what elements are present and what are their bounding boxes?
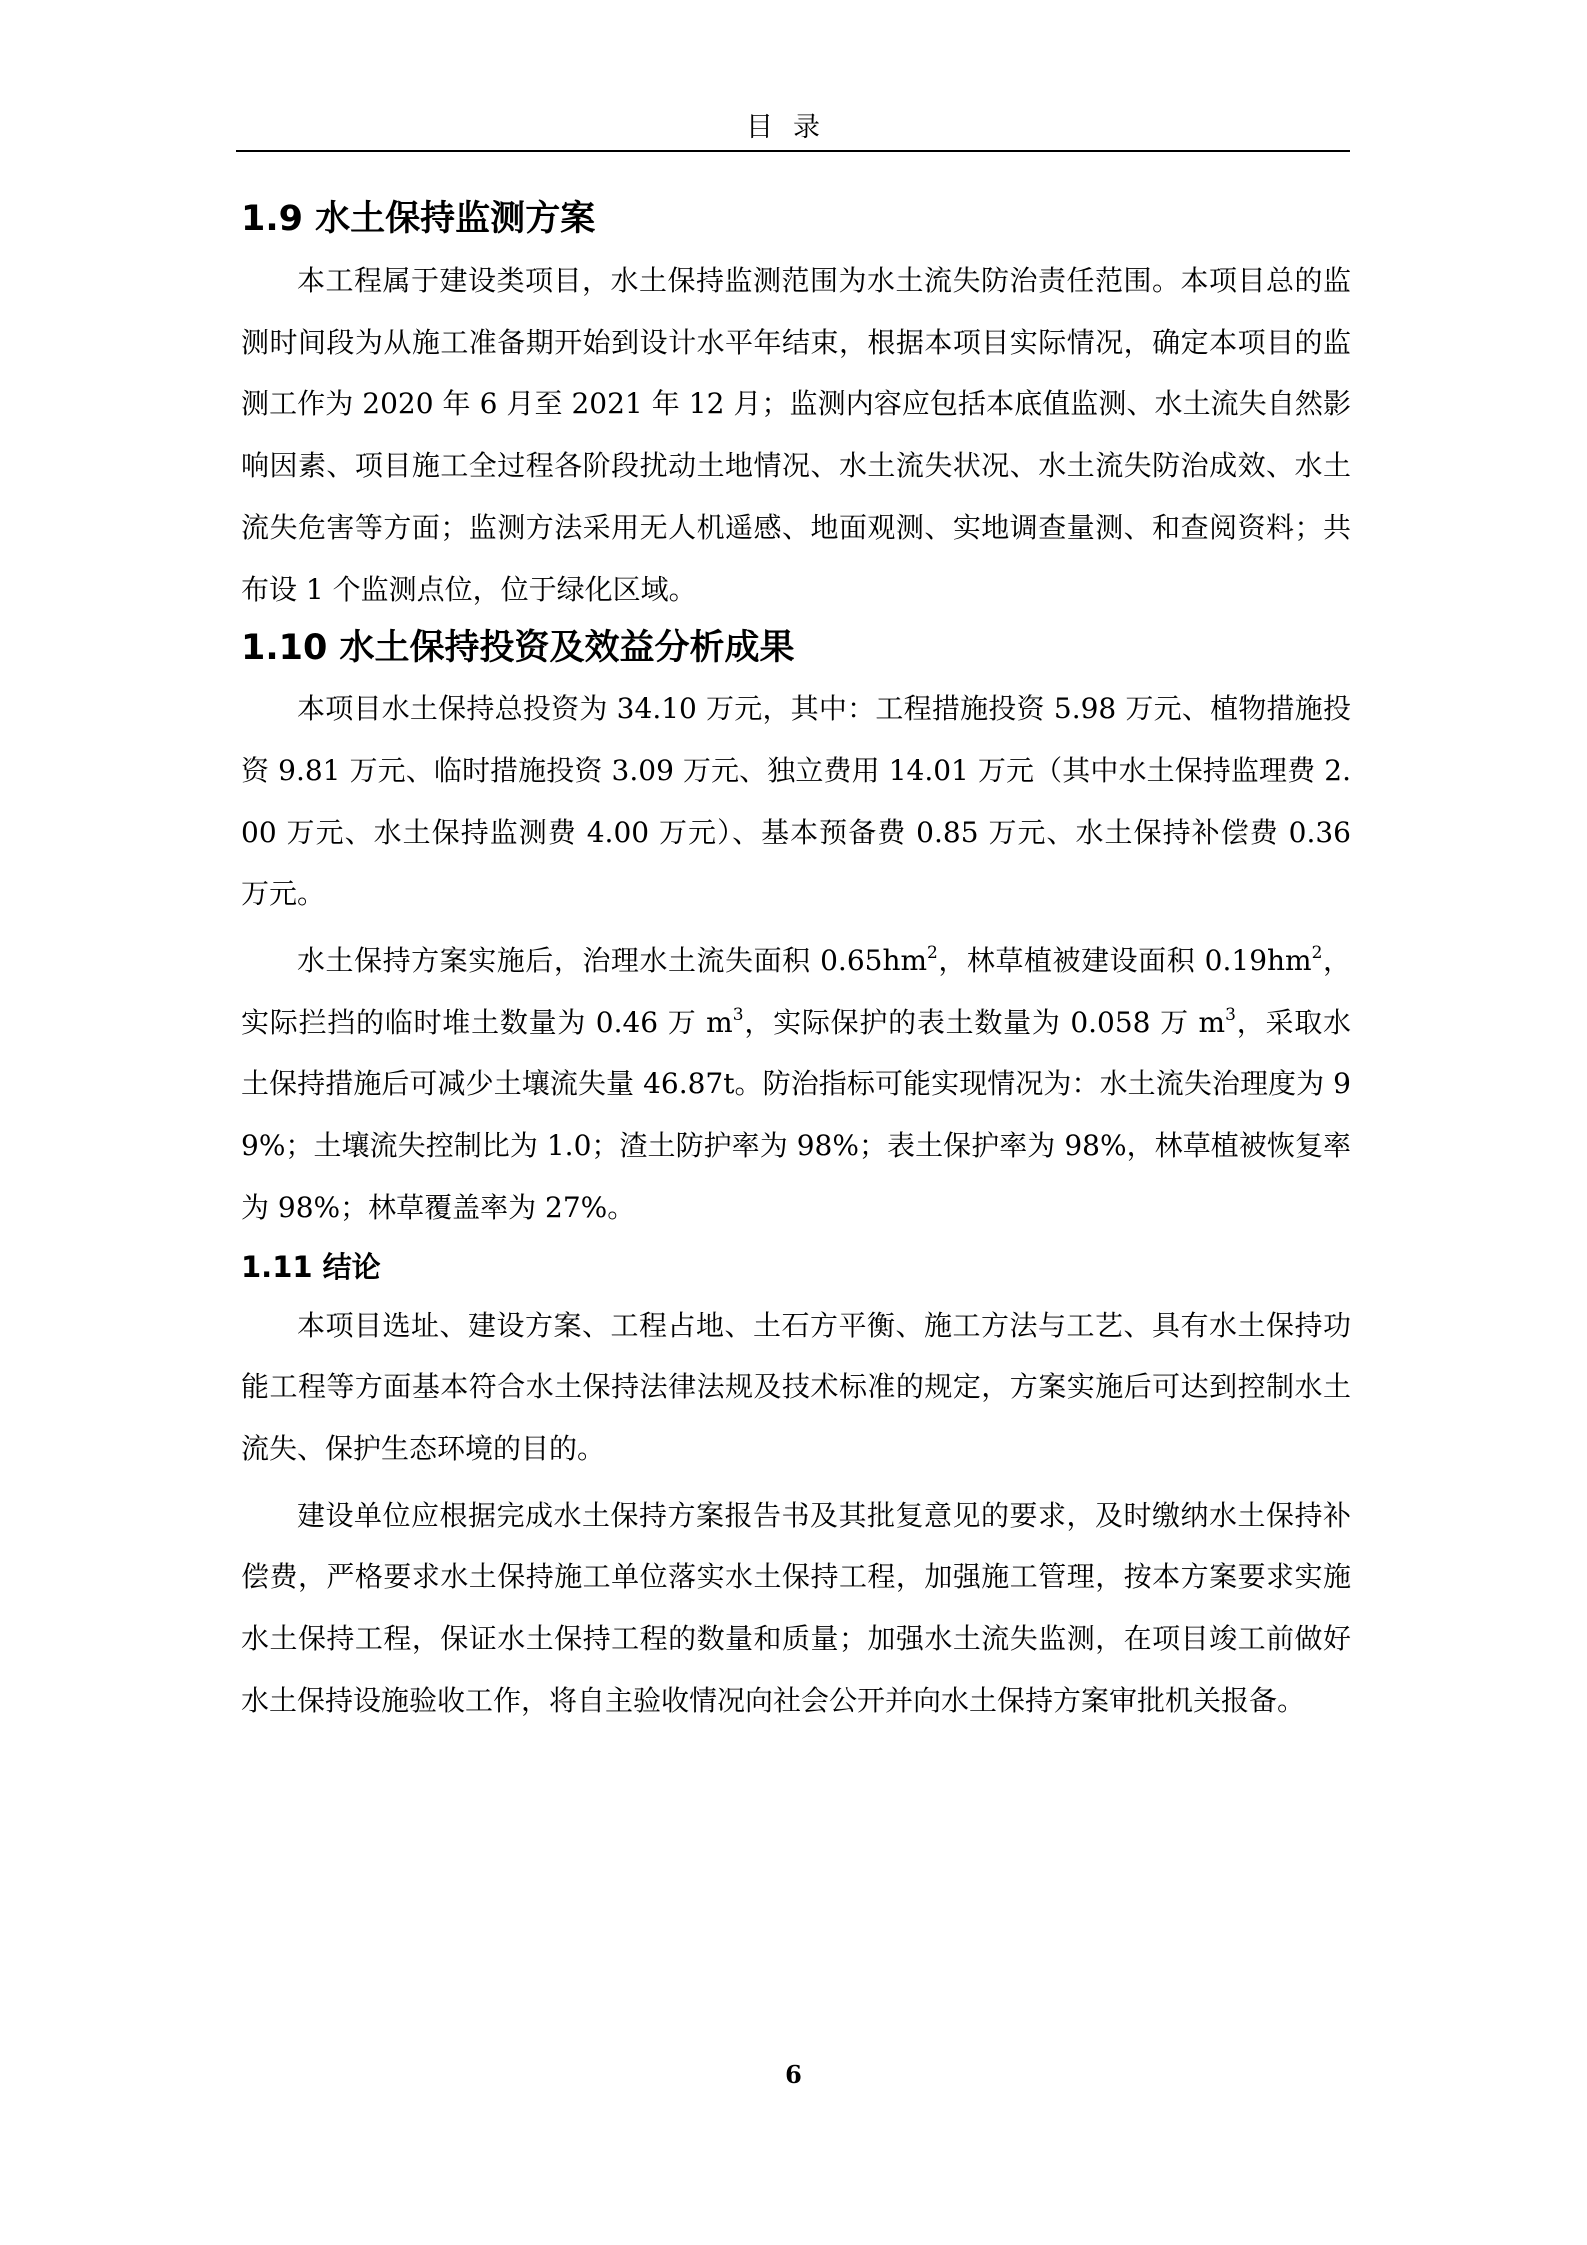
section-1-11-paragraph-conclusion: 本项目选址、建设方案、工程占地、土石方平衡、施工方法与工艺、具有水土保持功能工程等方面基本符合水土保持法律法规及技术标准的规定，方案实施后可达到控制水土流失、保护生态环境的目的。 bbox=[241, 1308, 1351, 1465]
superscript-3: 3 bbox=[732, 1004, 744, 1025]
section-heading-1-9: 1.9 水土保持监测方案 bbox=[241, 199, 596, 239]
benefits-text-5: ，采取水土保持措施后可减少土壤流失量 46.87t。防治指标可能实现情况为：水土流失治理度为 99%；土壤流失控制比为 1.0；渣土防护率为 98%；表土保护率为 98%，林草植被恢复率为 98%；林草覆盖率为 27%。 bbox=[241, 1005, 1351, 1224]
benefits-text-1: 水土保持方案实施后，治理水土流失面积 0.65hm bbox=[297, 944, 928, 978]
page-number: 6 bbox=[785, 2060, 802, 2089]
section-1-10-paragraph-benefits bbox=[241, 930, 1351, 1239]
section-1-11-paragraph-requirements: 建设单位应根据完成水土保持方案报告书及其批复意见的要求，及时缴纳水土保持补偿费，严格要求水土保持施工单位落实水土保持工程，加强施工管理，按本方案要求实施水土保持工程，保证水土保持工程的数量和质量；加强水土流失监测，在项目竣工前做好水土保持设施验收工作，将自主验收情况向社会公开并向水土保持方案审批机关报备。 bbox=[241, 1498, 1351, 1717]
document-body bbox=[241, 193, 1351, 1731]
section-1-10-paragraph-investment: 本项目水土保持总投资为 34.10 万元，其中：工程措施投资 5.98 万元、植物措施投资 9.81 万元、临时措施投资 3.09 万元、独立费用 14.01 万元（其中水土保持监理费 2.00 万元、水土保持监测费 4.00 万元）、基本预备费 0.85 万元、水土保持补偿费 0.36 万元。 bbox=[241, 692, 1351, 911]
section-heading-1-11: 1.11 结论 bbox=[241, 1249, 381, 1284]
superscript-2: 2 bbox=[1311, 943, 1323, 964]
section-heading-1-10: 1.10 水土保持投资及效益分析成果 bbox=[241, 628, 795, 669]
superscript-3: 3 bbox=[1225, 1004, 1236, 1025]
benefits-text-4: ，实际保护的表土数量为 0.058 万 m bbox=[743, 1005, 1226, 1039]
benefits-text-3: ，实际拦挡的临时堆土数量为 0.46 万 m bbox=[241, 944, 1351, 1039]
header-title: 目录 bbox=[746, 112, 840, 143]
page-header bbox=[236, 108, 1350, 152]
section-1-9-paragraph: 本工程属于建设类项目，水土保持监测范围为水土流失防治责任范围。本项目总的监测时间段为从施工准备期开始到设计水平年结束，根据本项目实际情况，确定本项目的监测工作为 2020 年 6 月至 2021 年 12 月；监测内容应包括本底值监测、水土流失自然影响因素、项目施工全过程各阶段扰动土地情况、水土流失状况、水土流失防治成效、水土流失危害等方面；监测方法采用无人机遥感、地面观测、实地调查量测、和查阅资料；共布设 1 个监测点位，位于绿化区域。 bbox=[241, 264, 1351, 606]
superscript-2: 2 bbox=[927, 943, 938, 964]
benefits-text-2: ，林草植被建设面积 0.19hm bbox=[937, 944, 1312, 978]
